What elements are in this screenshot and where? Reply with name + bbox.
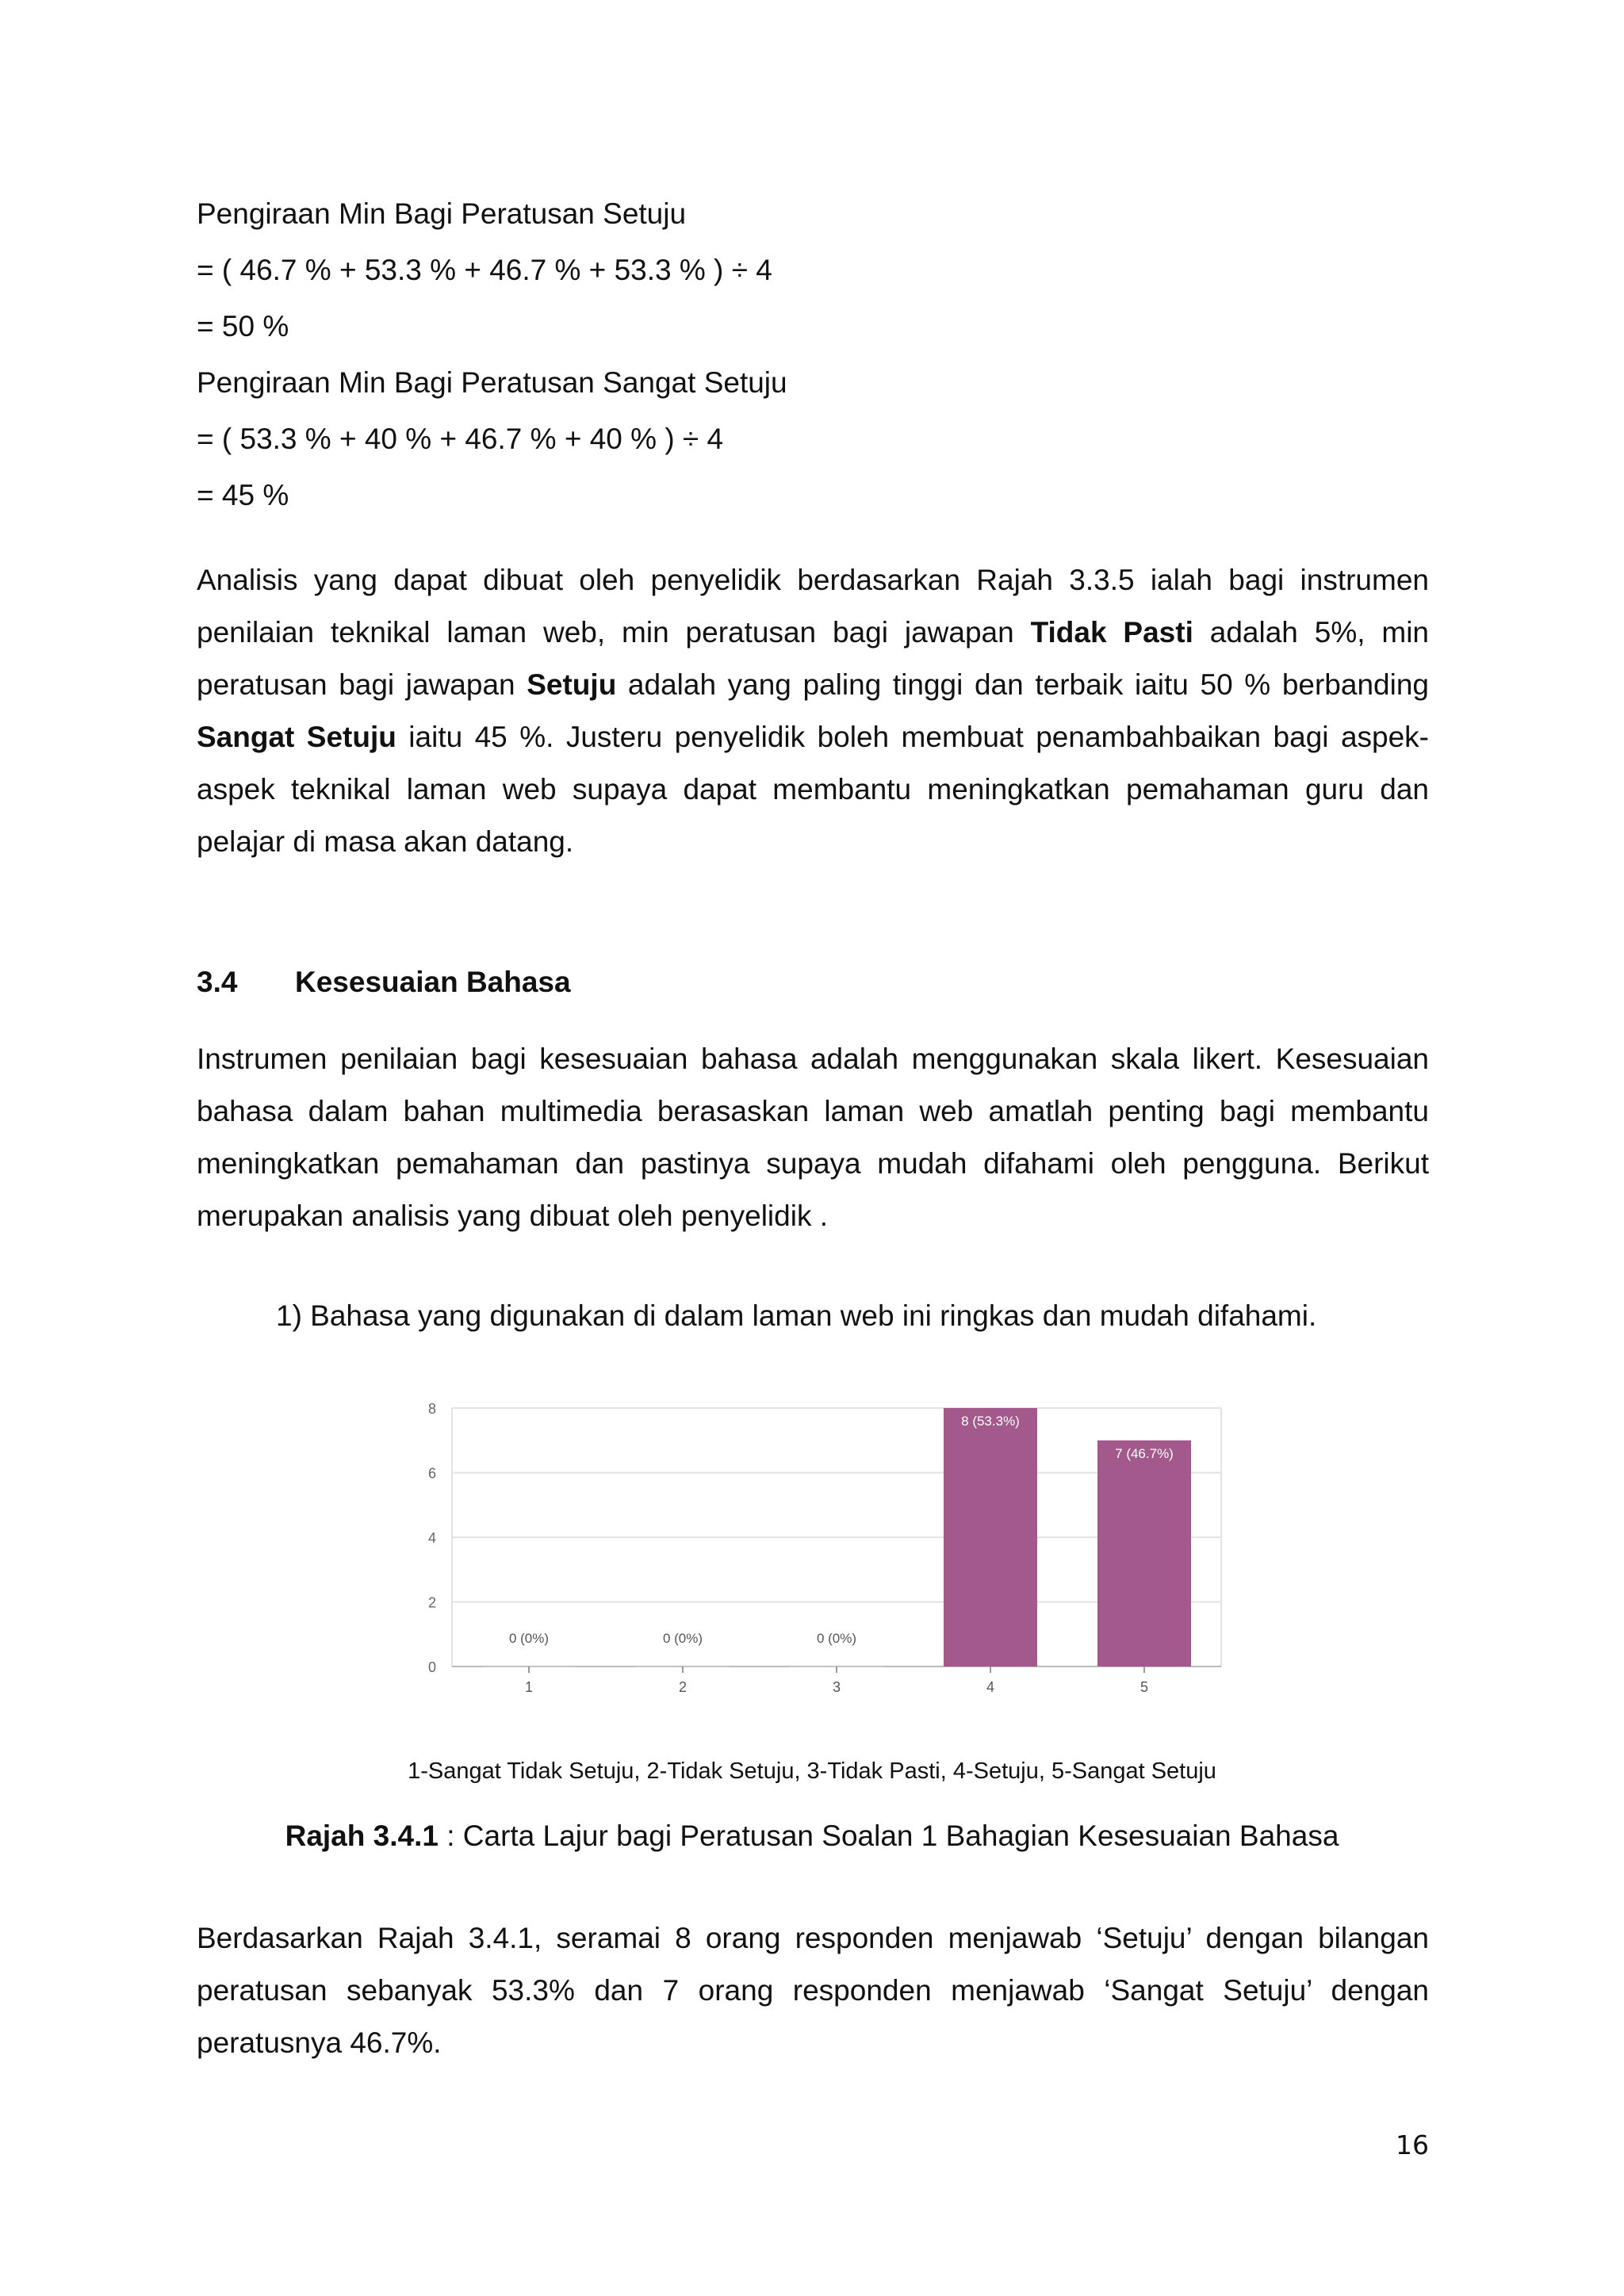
bar-chart	[412, 1386, 1229, 1703]
x-tick-label: 4	[986, 1679, 995, 1695]
x-tick-label: 3	[832, 1679, 841, 1695]
x-tick-label: 5	[1139, 1679, 1149, 1695]
figure-caption	[0, 1819, 1624, 1854]
y-tick-label: 6	[427, 1465, 436, 1482]
bar	[1097, 1441, 1191, 1667]
figure-label: Rajah 3.4.1	[285, 1820, 439, 1852]
bar	[944, 1408, 1037, 1667]
data-label: 8 (53.3%)	[961, 1414, 1020, 1429]
data-label: 0 (0%)	[662, 1631, 703, 1646]
question-item: 1) Bahasa yang digunakan di dalam laman web ini ringkas dan mudah difahami.	[276, 1299, 1317, 1332]
section-title: Kesesuaian Bahasa	[295, 966, 571, 998]
data-label: 0 (0%)	[816, 1631, 857, 1646]
section-number: 3.4	[197, 966, 238, 998]
x-tick-label: 2	[678, 1679, 688, 1695]
figure-caption-text: : Carta Lajur bagi Peratusan Soalan 1 Bahagian Kesesuaian Bahasa	[438, 1820, 1339, 1852]
y-tick-label: 8	[427, 1401, 436, 1417]
analysis-paragraph: Analisis yang dapat dibuat oleh penyelidik berdasarkan Rajah 3.3.5 ialah bagi instrumen penilaian teknikal laman web, min peratusan bagi jawapan Tidak Pasti adalah 5%, min peratusan bagi jawapan Setuju adalah yang paling tinggi dan terbaik iaitu 50 % berbanding Sangat Setuju iaitu 45 %. Justeru penyelidik boleh membuat penambahbaikan bagi aspek-aspek teknikal laman web supaya dapat membantu meningkatkan pemahaman guru dan pelajar di masa akan datang.	[197, 564, 1429, 858]
calc-sangat-title: Pengiraan Min Bagi Peratusan Sangat Setuju	[197, 366, 787, 399]
y-tick-label: 4	[427, 1530, 436, 1546]
calc-sangat-formula: = ( 53.3 % + 40 % + 46.7 % + 40 % ) ÷ 4	[197, 423, 724, 455]
calc-setuju-result: = 50 %	[197, 310, 289, 342]
page-number: 16	[1396, 2130, 1429, 2160]
section-heading	[197, 966, 571, 999]
y-tick-label: 2	[427, 1594, 436, 1611]
data-label: 0 (0%)	[508, 1631, 550, 1646]
chart-legend-note: 1-Sangat Tidak Setuju, 2-Tidak Setuju, 3-Tidak Pasti, 4-Setuju, 5-Sangat Setuju	[408, 1758, 1216, 1784]
calc-setuju-title: Pengiraan Min Bagi Peratusan Setuju	[197, 197, 687, 230]
calc-sangat-result: = 45 %	[197, 479, 289, 511]
data-label: 7 (46.7%)	[1115, 1445, 1174, 1461]
section-intro: Instrumen penilaian bagi kesesuaian bahasa adalah menggunakan skala likert. Kesesuaian bahasa dalam bahan multimedia berasaskan laman web amatlah penting bagi membantu meningkatkan pemahaman dan pastinya supaya mudah difahami oleh pengguna. Berikut merupakan analisis yang dibuat oleh penyelidik .	[197, 1043, 1429, 1232]
calc-setuju-formula: = ( 46.7 % + 53.3 % + 46.7 % + 53.3 % ) ÷ 4	[197, 254, 772, 286]
conclusion-paragraph: Berdasarkan Rajah 3.4.1, seramai 8 orang responden menjawab ‘Setuju’ dengan bilangan peratusan sebanyak 53.3% dan 7 orang responden menjawab ‘Sangat Setuju’ dengan peratusnya 46.7%.	[197, 1922, 1429, 2059]
x-tick-label: 1	[524, 1679, 534, 1695]
y-tick-label: 0	[427, 1659, 436, 1675]
